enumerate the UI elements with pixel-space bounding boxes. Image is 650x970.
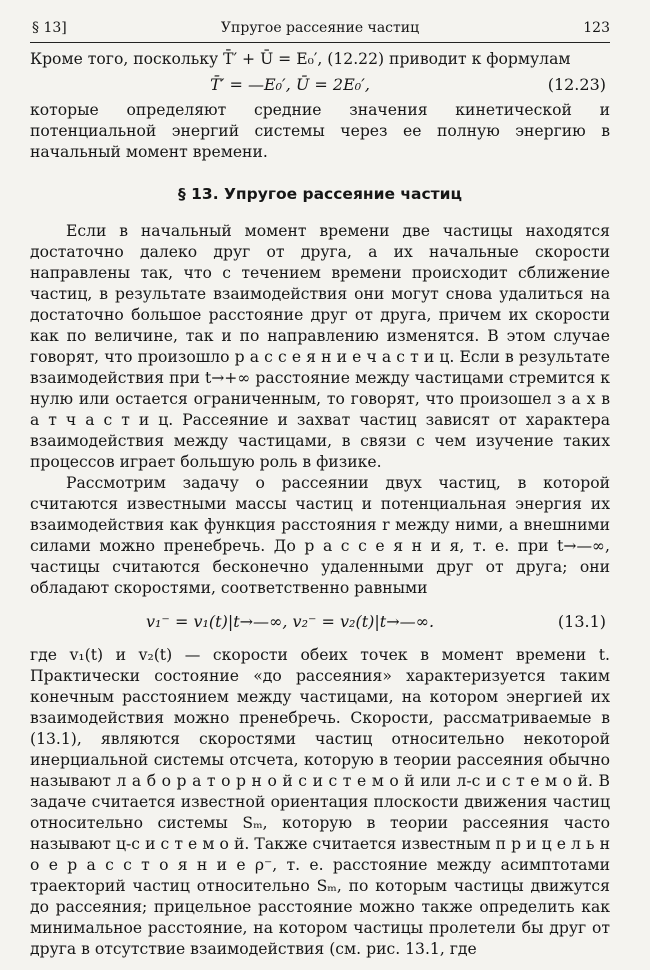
equation-13-1	[30, 607, 610, 637]
equation-13-1-formula: v₁⁻ = v₁(t)|t→—∞, v₂⁻ = v₂(t)|t→—∞.	[145, 612, 435, 631]
equation-12-23-formula: T̄′ = —E₀′, Ū = 2E₀′,	[210, 75, 370, 94]
paragraph-2: Рассмотрим задачу о рассеянии двух частиц, в которой считаются известными массы частиц и потенциальная энергия их взаимодействия как функция расстояния r между ними, а внешними силами можно пренебречь. До р а с с е я н и я, т. е. при t→—∞, частицы считаются бесконечно удаленными друг от друга; они обладают скоростями, соответственно равными	[30, 474, 610, 597]
equation-12-23	[30, 70, 610, 100]
header-title: Упругое рассеяние частиц	[220, 20, 420, 36]
paragraph-1: Если в начальный момент времени две частицы находятся достаточно далеко друг от друга, а их начальные скорости направлены так, что с течением времени происходит сближение частиц, в результате взаимодействия они могут снова удалиться на достаточно большое расстояние друг от друга, причем их скорости как по величине, так и по направлению изменятся. В этом случае говорят, что произошло р а с с е я н и е ч а с т и ц. Если в результате взаимодействия при t→+∞ расстояние между частицами стремится к нулю или остается ограниченным, то говорят, что произошел з а х в а т ч а с т и ц. Рассеяние и захват частиц зависят от характера взаимодействия между частицами, в связи с чем изучение таких процессов играет большую роль в физике.	[30, 222, 610, 471]
header-rule	[30, 42, 610, 43]
intro-continuation: которые определяют средние значения кинетической и потенциальной энергий системы через ее полную энергию в начальный момент времени.	[30, 101, 610, 161]
section-title: § 13. Упругое рассеяние частиц	[177, 185, 462, 203]
running-header	[30, 18, 610, 42]
equation-12-23-number: (12.23)	[547, 75, 606, 94]
equation-13-1-number: (13.1)	[557, 612, 606, 631]
book-page	[30, 18, 610, 960]
paragraph-3: где v₁(t) и v₂(t) — скорости обеих точек в момент времени t. Практически состояние «до рассеяния» характеризуется таким конечным расстоянием между частицами, на котором энергией их взаимодействия можно пренебречь. Скорости, рассматриваемые в (13.1), являются скоростями частиц относительно некоторой инерциальной системы отсчета, которую в теории рассеяния обычно называют л а б о р а т о р н о й с и с т е м о й или л-с и с т е м о й. В задаче считается известной ориентация плоскости движения частиц относительно системы Sₘ, которую в теории рассеяния часто называют ц-с и с т е м о й. Также считается известным п р и ц е л ь н о е р а с с т о я н и е ρ⁻, т. е. расстояние между асимптотами траекторий частиц относительно Sₘ, по которым частицы движутся до рассеяния; прицельное расстояние можно также определить как минимальное расстояние, на котором частицы пролетели бы друг от друга в отсутствие взаимодействия (см. рис. 13.1, где	[30, 646, 610, 958]
intro-line: Кроме того, поскольку T̄′ + Ū = E₀′, (12.22) приводит к формулам	[30, 50, 571, 68]
page-number: 123	[583, 20, 610, 36]
header-section: § 13]	[32, 20, 67, 36]
